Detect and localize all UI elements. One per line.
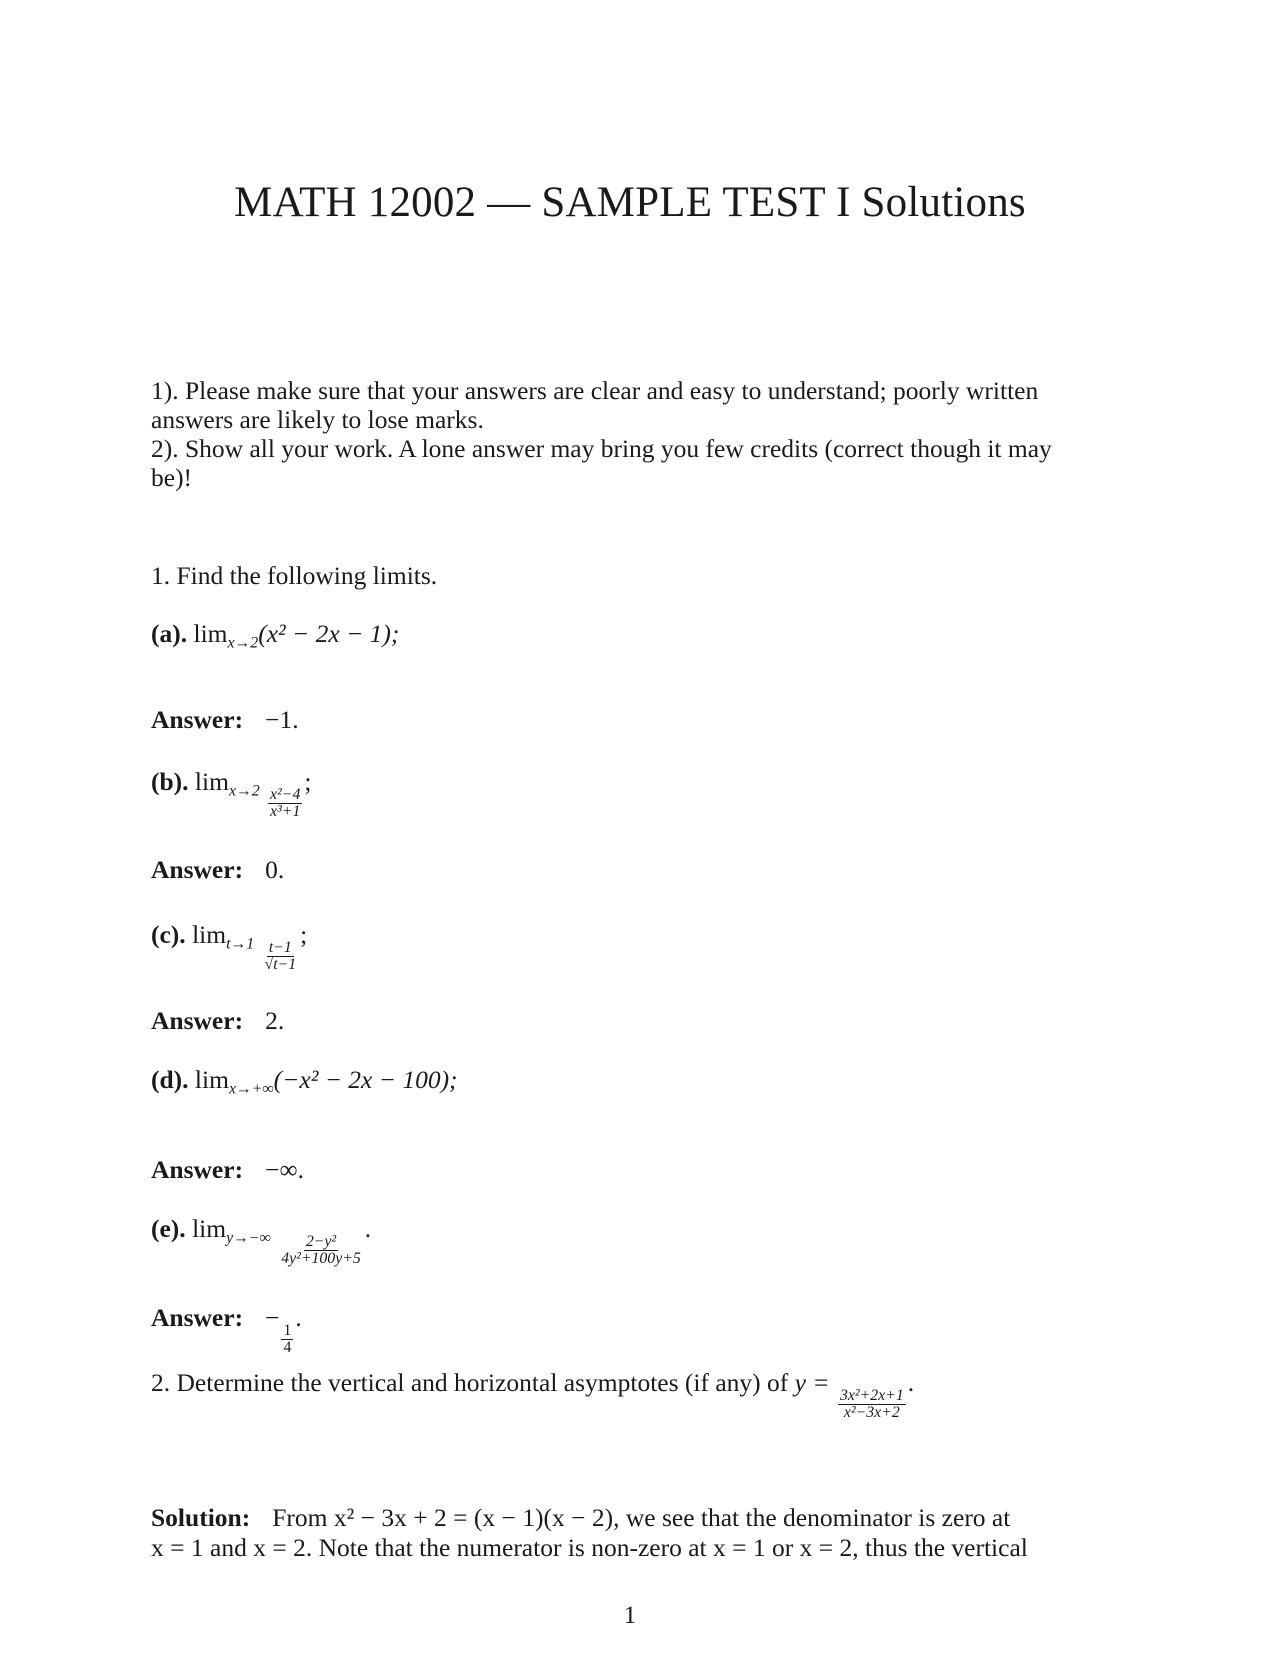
answer-value: 2. (265, 1006, 285, 1035)
denominator: x³+1 (270, 803, 301, 821)
lim-subscript: t→1 (226, 935, 255, 953)
part-label: (b). (151, 767, 189, 796)
numerator: 1 (283, 1321, 292, 1339)
fraction (263, 940, 299, 974)
lim-operator: lim (192, 1214, 227, 1243)
part-label: (d). (151, 1065, 189, 1094)
tail: ; (300, 920, 308, 949)
instruction-2b: be)! (151, 463, 193, 492)
solution-line-1 (151, 1503, 1010, 1533)
lim-operator: lim (193, 619, 228, 648)
question-1b (151, 767, 311, 821)
limit-expression: (x² − 2x − 1); (258, 619, 400, 648)
answer-1c (151, 1006, 284, 1036)
answer-label: Answer: (151, 705, 244, 734)
tail: . (364, 1214, 372, 1243)
answer-label: Answer: (151, 855, 244, 884)
page-title: MATH 12002 — SAMPLE TEST I Solutions (234, 179, 1026, 226)
lim-subscript: x→2 (228, 782, 260, 800)
numerator: 3x²+2x+1 (839, 1386, 904, 1404)
tail: . (907, 1368, 915, 1397)
answer-value: 0. (265, 855, 285, 884)
question-2 (151, 1368, 914, 1422)
limit-expression: (−x² − 2x − 100); (273, 1065, 458, 1094)
answer-sign: − (265, 1303, 280, 1332)
question-1c (151, 920, 307, 974)
instruction-2a: 2). Show all your work. A lone answer may bring you few credits (correct though it may (151, 434, 1052, 463)
question-1-heading: 1. Find the following limits. (151, 561, 438, 590)
lim-operator: lim (194, 767, 229, 796)
answer-1b (151, 855, 284, 885)
fraction (279, 1234, 363, 1268)
denominator: x²−3x+2 (843, 1404, 900, 1422)
question-1d (151, 1065, 458, 1098)
solution-text-1: From x² − 3x + 2 = (x − 1)(x − 2), we see that the denominator is zero at (272, 1503, 1011, 1532)
question-2-heading: 2. Determine the vertical and horizontal asymptotes (if any) of (151, 1368, 789, 1397)
numerator: x²−4 (270, 785, 301, 803)
lim-subscript: x→+∞ (228, 1080, 274, 1098)
page-number: 1 (623, 1600, 637, 1629)
question-1a (151, 619, 400, 652)
denominator: 4y²+100y+5 (281, 1250, 361, 1268)
part-label: (c). (151, 920, 186, 949)
fraction (268, 787, 302, 821)
instruction-1a: 1). Please make sure that your answers are clear and easy to understand; poorly written (151, 376, 1039, 405)
question-1e (151, 1214, 371, 1268)
denominator: 4 (283, 1339, 292, 1357)
answer-1e (151, 1303, 302, 1357)
answer-label: Answer: (151, 1303, 244, 1332)
numerator: 2−y² (305, 1232, 337, 1250)
numerator: t−1 (268, 938, 292, 956)
solution-label: Solution: (151, 1503, 251, 1532)
lim-operator: lim (192, 920, 227, 949)
answer-tail: . (295, 1303, 302, 1332)
instruction-1b: answers are likely to lose marks. (151, 405, 484, 434)
answer-1d (151, 1155, 304, 1185)
part-label: (a). (151, 619, 188, 648)
fraction (838, 1388, 906, 1422)
tail: ; (304, 767, 312, 796)
answer-label: Answer: (151, 1006, 244, 1035)
lim-subscript: y→−∞ (226, 1229, 271, 1247)
part-label: (e). (151, 1214, 186, 1243)
y-equals: y = (794, 1368, 830, 1397)
answer-label: Answer: (151, 1155, 244, 1184)
answer-value: −∞. (265, 1155, 305, 1184)
lim-operator: lim (194, 1065, 229, 1094)
denominator: √t−1 (264, 956, 297, 974)
answer-value: −1. (265, 705, 299, 734)
lim-subscript: x→2 (227, 634, 259, 652)
answer-fraction (281, 1323, 293, 1357)
answer-1a (151, 705, 299, 735)
solution-line-2: x = 1 and x = 2. Note that the numerator is non-zero at x = 1 or x = 2, thus the vertical (151, 1533, 1028, 1562)
